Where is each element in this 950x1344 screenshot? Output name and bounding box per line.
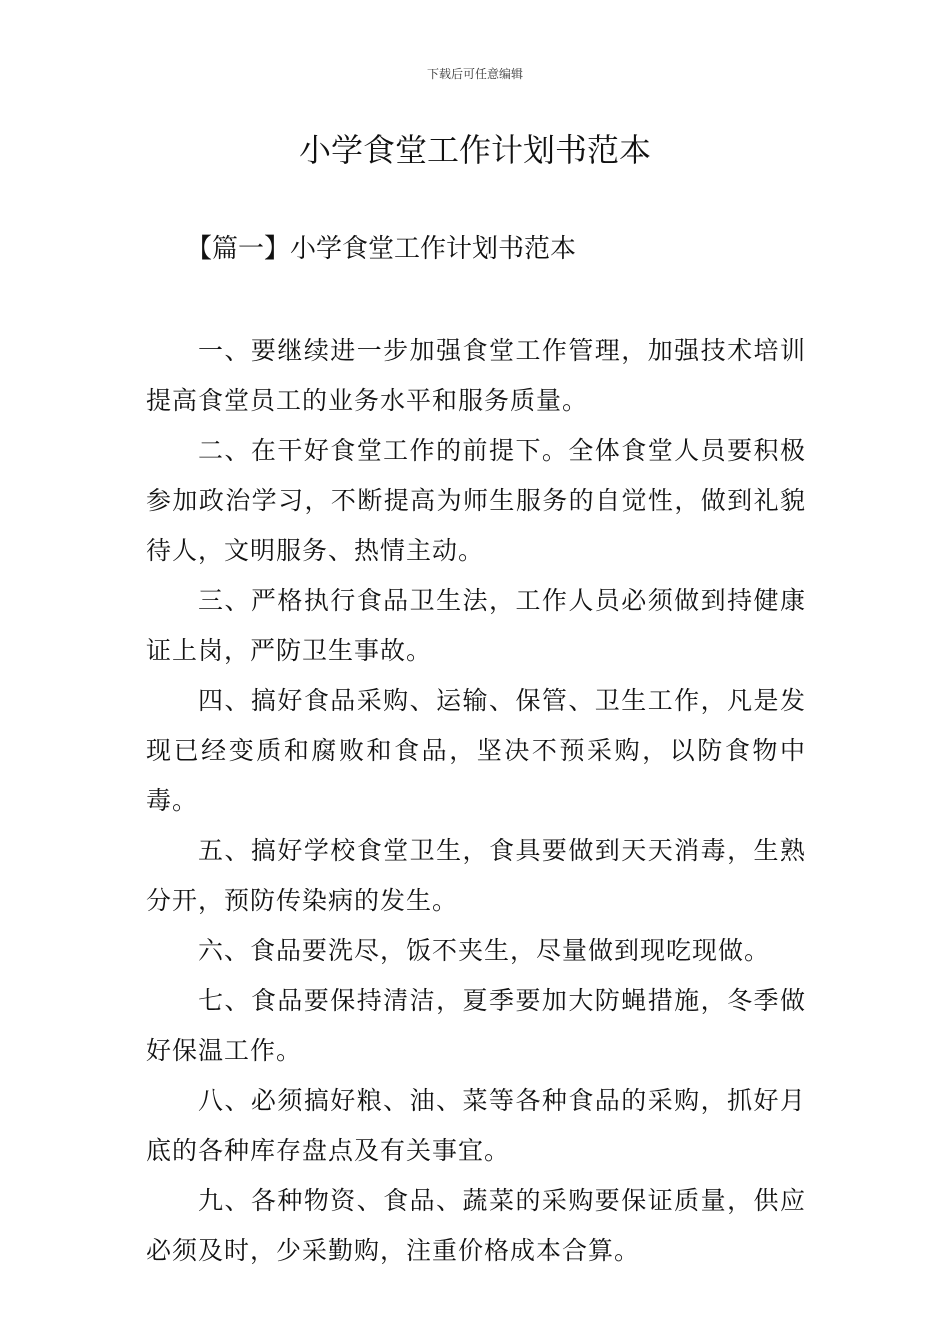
header-note: 下载后可任意编辑 (426, 67, 523, 81)
paragraph-4: 四、搞好食品采购、运输、保管、卫生工作，凡是发现已经变质和腐败和食品，坚决不预采购，以防食物中毒。 (146, 686, 806, 815)
section-heading: 【篇一】小学食堂工作计划书范本 (186, 234, 577, 264)
paragraph-3: 三、严格执行食品卫生法，工作人员必须做到持健康证上岗，严防卫生事故。 (146, 586, 806, 665)
paragraph-1: 一、要继续进一步加强食堂工作管理，加强技术培训提高食堂员工的业务水平和服务质量。 (146, 336, 806, 415)
paragraph-8: 八、必须搞好粮、油、菜等各种食品的采购，抓好月底的各种库存盘点及有关事宜。 (146, 1086, 806, 1165)
document-body (146, 326, 806, 1276)
paragraph-7: 七、食品要保持清洁，夏季要加大防蝇措施，冬季做好保温工作。 (146, 986, 806, 1065)
paragraph-5: 五、搞好学校食堂卫生，食具要做到天天消毒，生熟分开，预防传染病的发生。 (146, 836, 806, 915)
paragraph-9: 九、各种物资、食品、蔬菜的采购要保证质量，供应必须及时，少采勤购，注重价格成本合算。 (146, 1186, 806, 1265)
document-title: 小学食堂工作计划书范本 (298, 131, 651, 169)
paragraph-6: 六、食品要洗尽，饭不夹生，尽量做到现吃现做。 (198, 936, 771, 965)
paragraph-2: 二、在干好食堂工作的前提下。全体食堂人员要积极参加政治学习，不断提高为师生服务的自觉性，做到礼貌待人，文明服务、热情主动。 (146, 436, 806, 565)
